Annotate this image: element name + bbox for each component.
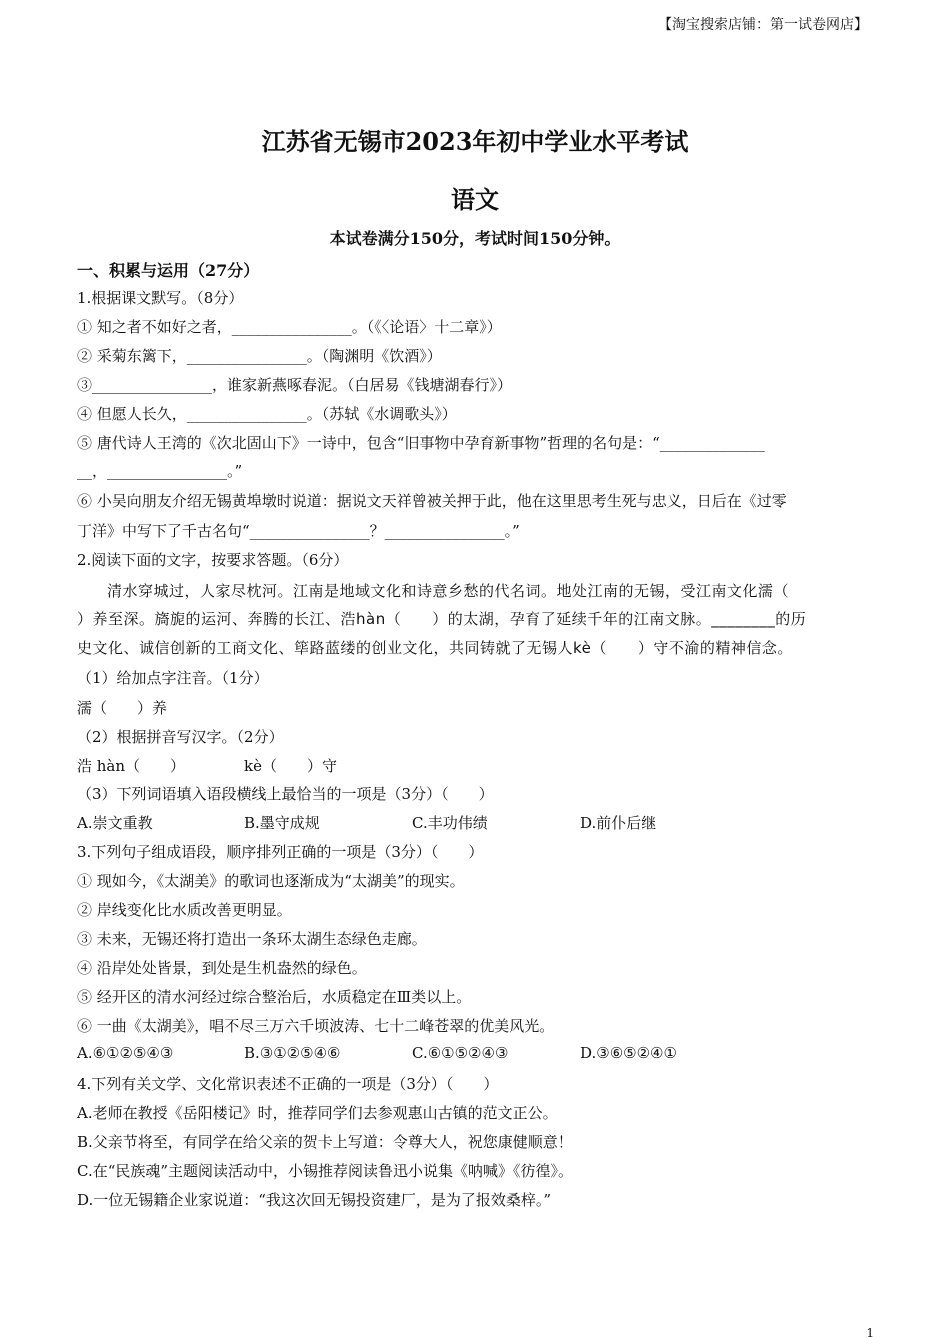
section-heading: 一、积累与运用（27分） (77, 261, 260, 280)
header-note: 【淘宝搜索店铺：第一试卷网店】 (658, 17, 868, 33)
q3-item: ⑤ 经开区的清水河经过综合整治后，水质稳定在Ⅲ类以上。 (77, 988, 472, 1006)
question-3-stem: 3.下列句子组成语段，顺序排列正确的一项是（3分）（ ） (77, 843, 484, 861)
q2-sub1-item: 濡（ ）养 (77, 699, 168, 717)
exam-info: 本试卷满分150分，考试时间150分钟。 (329, 229, 621, 248)
q2-option: D.前仆后继 (580, 814, 657, 832)
passage-line: 史文化、诚信创新的工商文化、筚路蓝缕的创业文化，共同铸就了无锡人kè（ ）守不渝的精神信念。 (77, 639, 793, 657)
q1-item: ④ 但愿人长久，________________。（苏轼《水调歌头》） (77, 405, 457, 423)
question-2-stem: 2.阅读下面的文字，按要求答题。（6分） (77, 551, 349, 569)
q4-option: A.老师在教授《岳阳楼记》时，推荐同学们去参观惠山古镇的范文正公。 (77, 1104, 558, 1122)
q3-option: D.③⑥⑤②④① (580, 1044, 677, 1062)
q1-item: ① 知之者不如好之者，________________。（《〈论语〉十二章》） (77, 318, 502, 336)
q1-item: ⑤ 唐代诗人王湾的《次北固山下》一诗中，包含“旧事物中孕育新事物”哲理的名句是：“______________ (77, 434, 765, 452)
exam-title: 江苏省无锡市2023年初中学业水平考试 (261, 127, 689, 156)
q3-option: B.③①②⑤④⑥ (244, 1044, 341, 1062)
page-number: 1 (866, 1326, 874, 1340)
q3-item: ⑥ 一曲《太湖美》，唱不尽三万六千顷波涛、七十二峰苍翠的优美风光。 (77, 1017, 555, 1035)
q3-option: A.⑥①②⑤④③ (77, 1044, 174, 1062)
q1-item: __，________________。” (77, 462, 243, 480)
q2-option: B.墨守成规 (244, 814, 320, 832)
question-4-stem: 4.下列有关文学、文化常识表述不正确的一项是（3分）（ ） (77, 1075, 499, 1093)
passage-line: 清水穿城过，人家尽枕河。江南是地域文化和诗意乡愁的代名词。地处江南的无锡，受江南文化濡（ (107, 582, 790, 600)
question-1-stem: 1.根据课文默写。（8分） (77, 289, 244, 307)
q4-option: C.在“民族魂”主题阅读活动中，小锡推荐阅读鲁迅小说集《呐喊》《彷徨》。 (77, 1162, 574, 1180)
q2-sub3: （3）下列词语填入语段横线上最恰当的一项是（3分）（ ） (77, 785, 494, 803)
subject-title: 语文 (451, 185, 499, 214)
q1-item: ③________________，谁家新燕啄春泥。（白居易《钱塘湖春行》） (77, 376, 513, 394)
q2-option: A.崇文重教 (77, 814, 153, 832)
q1-item: ⑥ 小吴向朋友介绍无锡黄埠墩时说道：据说文天祥曾被关押于此，他在这里思考生死与忠义，日后在《过零 (77, 492, 787, 510)
q2-sub2-item: kè（ ）守 (244, 757, 337, 775)
q3-option: C.⑥①⑤②④③ (412, 1044, 509, 1062)
q1-item: ② 采菊东篱下，________________。（陶渊明《饮酒》） (77, 347, 442, 365)
q3-item: ① 现如今，《太湖美》的歌词也逐渐成为“太湖美”的现实。 (77, 872, 465, 890)
q3-item: ② 岸线变化比水质改善更明显。 (77, 901, 292, 919)
q2-sub2-item: 浩 hàn（ ） (77, 757, 186, 775)
q1-item: 丁洋》中写下了千古名句“________________？________________。” (77, 522, 520, 540)
passage-line: ）养至深。旖旎的运河、奔腾的长江、浩hàn（ ）的太湖，孕育了延续千年的江南文脉。________的历 (77, 610, 807, 628)
q2-option: C.丰功伟绩 (412, 814, 488, 832)
q3-item: ③ 未来，无锡还将打造出一条环太湖生态绿色走廊。 (77, 930, 427, 948)
q3-item: ④ 沿岸处处皆景，到处是生机盎然的绿色。 (77, 959, 367, 977)
q4-option: B.父亲节将至，有同学在给父亲的贺卡上写道：令尊大人，祝您康健顺意！ (77, 1133, 573, 1151)
q2-sub2: （2）根据拼音写汉字。（2分） (77, 728, 284, 746)
q4-option: D.一位无锡籍企业家说道：“我这次回无锡投资建厂，是为了报效桑梓。” (77, 1191, 552, 1209)
q2-sub1: （1）给加点字注音。（1分） (77, 669, 269, 687)
